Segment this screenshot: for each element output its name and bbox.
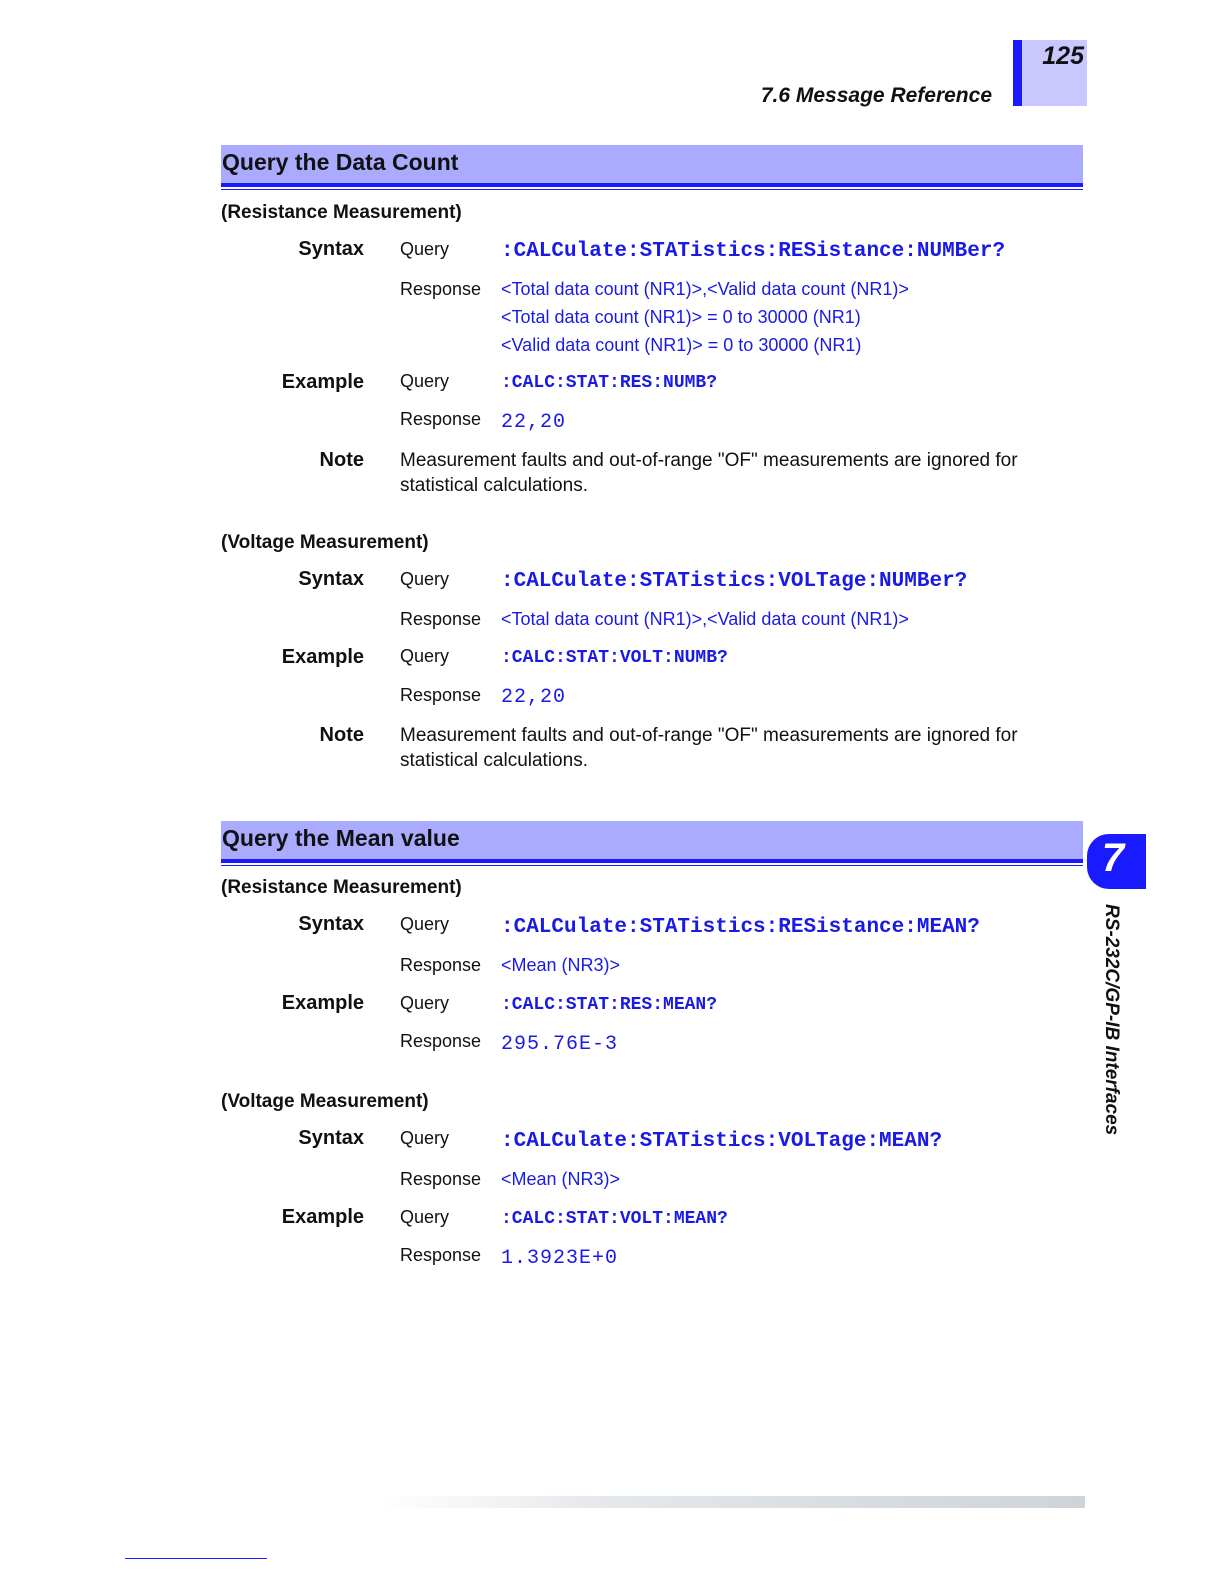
response-label: Response <box>400 1031 482 1051</box>
response-label: Response <box>400 685 482 705</box>
syntax-label: Syntax <box>298 1127 364 1149</box>
note-label: Note <box>319 449 364 471</box>
section-reference: 7.6 Message Reference <box>760 84 992 107</box>
example-query-command: :CALC:STAT:RES:NUMB? <box>501 373 718 393</box>
section-header-mean-value <box>221 821 1083 859</box>
example-label: Example <box>281 1206 364 1228</box>
section-rule-thin <box>221 189 1083 190</box>
example-label: Example <box>281 992 364 1014</box>
subheading-resistance: (Resistance Measurement) <box>221 877 462 898</box>
syntax-response-line: <Total data count (NR1)>,<Valid data count (NR1)> <box>501 609 909 629</box>
query-label: Query <box>400 646 450 666</box>
syntax-response-line: <Mean (NR3)> <box>501 1169 621 1189</box>
section-header-data-count <box>221 145 1083 183</box>
syntax-query-command: :CALCulate:STATistics:VOLTage:MEAN? <box>501 1130 943 1153</box>
response-label: Response <box>400 609 482 629</box>
query-label: Query <box>400 993 450 1013</box>
subheading-resistance: (Resistance Measurement) <box>221 202 462 223</box>
section-rule-thin <box>221 865 1083 866</box>
note-text: Measurement faults and out-of-range "OF" measurements are ignored for statistical calculations. <box>400 725 1018 771</box>
example-query-command: :CALC:STAT:RES:MEAN? <box>501 995 718 1015</box>
subheading-voltage: (Voltage Measurement) <box>221 1091 429 1112</box>
response-label: Response <box>400 279 482 299</box>
example-response-value: 22,20 <box>501 686 567 709</box>
note-label: Note <box>319 724 364 746</box>
syntax-response-line: <Mean (NR3)> <box>501 955 621 975</box>
chapter-title: RS-232C/GP-IB Interfaces <box>1101 904 1122 1136</box>
syntax-response-line: <Total data count (NR1)> = 0 to 30000 (NR1) <box>501 307 861 327</box>
response-label: Response <box>400 409 482 429</box>
syntax-label: Syntax <box>298 913 364 935</box>
syntax-label: Syntax <box>298 238 364 260</box>
example-query-command: :CALC:STAT:VOLT:MEAN? <box>501 1209 728 1229</box>
response-label: Response <box>400 1245 482 1265</box>
syntax-query-command: :CALCulate:STATistics:RESistance:MEAN? <box>501 916 980 939</box>
page-number: 125 <box>1042 42 1084 70</box>
example-response-value: 1.3923E+0 <box>501 1247 619 1270</box>
example-query-command: :CALC:STAT:VOLT:NUMB? <box>501 648 728 668</box>
syntax-query-command: :CALCulate:STATistics:VOLTage:NUMBer? <box>501 570 968 593</box>
note-text: Measurement faults and out-of-range "OF" measurements are ignored for statistical calculations. <box>400 450 1018 496</box>
syntax-query-command: :CALCulate:STATistics:RESistance:NUMBer? <box>501 240 1006 263</box>
chapter-number: 7 <box>1101 836 1125 880</box>
syntax-response-line: <Valid data count (NR1)> = 0 to 30000 (NR1) <box>501 335 862 355</box>
query-label: Query <box>400 1207 450 1227</box>
subheading-voltage: (Voltage Measurement) <box>221 532 429 553</box>
section-rule <box>221 183 1083 187</box>
syntax-label: Syntax <box>298 568 364 590</box>
query-label: Query <box>400 371 450 391</box>
query-label: Query <box>400 914 450 934</box>
query-label: Query <box>400 239 450 259</box>
response-label: Response <box>400 955 482 975</box>
example-response-value: 295.76E-3 <box>501 1033 619 1056</box>
example-response-value: 22,20 <box>501 411 567 434</box>
example-label: Example <box>281 371 364 393</box>
response-label: Response <box>400 1169 482 1189</box>
query-label: Query <box>400 569 450 589</box>
example-label: Example <box>281 646 364 668</box>
section-rule <box>221 859 1083 863</box>
footer-rule <box>125 1558 267 1559</box>
page-number-accent-bar <box>1013 40 1022 106</box>
section-title: Query the Mean value <box>222 825 460 851</box>
section-title: Query the Data Count <box>222 149 459 175</box>
footer-decoration-band <box>380 1496 1085 1508</box>
query-label: Query <box>400 1128 450 1148</box>
syntax-response-line: <Total data count (NR1)>,<Valid data count (NR1)> <box>501 279 909 299</box>
